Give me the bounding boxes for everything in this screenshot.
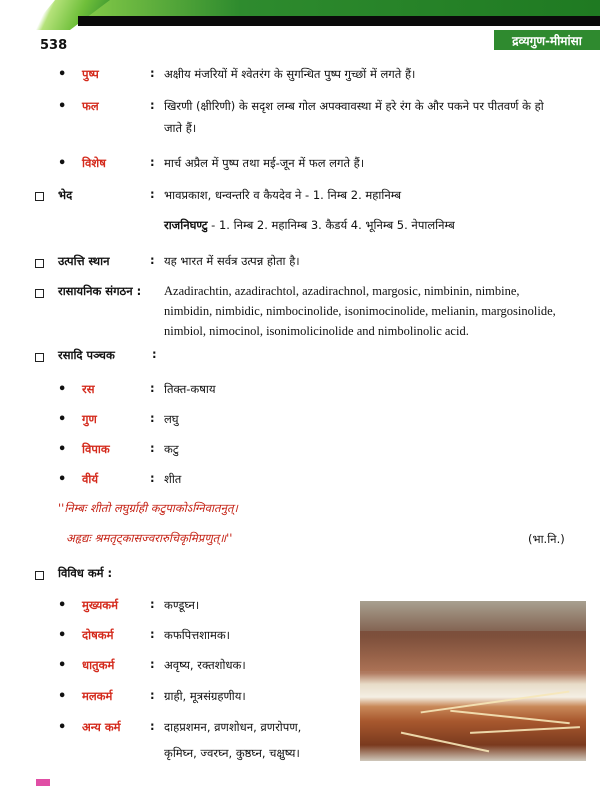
colon: : [150, 66, 155, 80]
origin-text: यह भारत में सर्वत्र उत्पन्न होता है। [164, 254, 300, 268]
colon: : [150, 98, 155, 112]
feature-label-flower: पुष्प [82, 67, 99, 81]
bullet-icon: • [58, 67, 67, 82]
checkbox-square-icon [35, 192, 44, 201]
fiber-strand [450, 710, 570, 725]
feature-label-special: विशेष [82, 156, 106, 170]
header-black-bar [78, 16, 600, 26]
colon: : [150, 411, 155, 425]
section-label-origin: उत्पत्ति स्थान [58, 254, 110, 268]
corner-mark [36, 779, 50, 786]
colon: : [150, 597, 155, 611]
bheda-line2 [164, 217, 455, 234]
colon: : [150, 187, 155, 201]
karma-value-other-cont: कृमिघ्न, ज्वरघ्न, कुष्ठघ्न, चक्षुष्य। [164, 746, 300, 760]
colon: : [152, 347, 157, 361]
feature-text-flower: अक्षीय मंजरियों में श्वेतरंग के सुगन्धित पुष्प गुच्छों में लगते हैं। [164, 67, 416, 81]
section-label-karma: विविध कर्म : [58, 566, 113, 580]
colon: : [150, 688, 155, 702]
rasadi-value-virya: शीत [164, 472, 182, 486]
bullet-icon: • [58, 412, 67, 427]
bullet-icon: • [58, 628, 67, 643]
rasadi-value-rasa: तिक्त-कषाय [164, 382, 216, 396]
book-title: द्रव्यगुण-मीमांसा [494, 30, 600, 50]
section-label-rasadi: रसादि पञ्चक [58, 348, 115, 362]
karma-label-dhatu: धातुकर्म [82, 658, 115, 672]
bark-texture [360, 631, 586, 671]
rasadi-label-rasa: रस [82, 382, 95, 396]
colon: : [150, 381, 155, 395]
verse-line1: ''निम्बः शीतो लघुर्ग्राही कटुपाकोऽग्निवातनुत्। [58, 501, 238, 515]
rasadi-value-guna: लघु [164, 412, 179, 426]
header-band [0, 0, 600, 26]
karma-value-dhatu: अवृष्य, रक्तशोधक। [164, 658, 246, 672]
section-label-chemistry: रासायनिक संगठन : [58, 284, 142, 298]
bullet-icon: • [58, 472, 67, 487]
feature-text-fruit: खिरणी (क्षीरिणी) के सदृश लम्ब गोल अपक्वावस्था में हरे रंग के और पकने पर पीतवर्ण के हो [164, 99, 544, 113]
bullet-icon: • [58, 689, 67, 704]
checkbox-square-icon [35, 353, 44, 362]
fiber-strand [421, 691, 570, 714]
bheda-line1: भावप्रकाश, धन्वन्तरि व कैयदेव ने - 1. निम्ब 2. महानिम्ब [164, 188, 402, 202]
bark-photo [360, 601, 586, 761]
karma-value-dosha: कफपित्तशामक। [164, 628, 231, 642]
bullet-icon: • [58, 156, 67, 171]
karma-value-main: कण्डूघ्न। [164, 598, 200, 612]
karma-value-mala: ग्राही, मूत्रसंग्रहणीय। [164, 689, 246, 703]
karma-label-dosha: दोषकर्म [82, 628, 114, 642]
colon: : [150, 155, 155, 169]
feature-text-special: मार्च अप्रैल में पुष्प तथा मई-जून में फल लगते हैं। [164, 156, 365, 170]
bullet-icon: • [58, 658, 67, 673]
bullet-icon: • [58, 442, 67, 457]
rasadi-label-vipaka: विपाक [82, 442, 110, 456]
verse-line2: अहृद्यः श्रमतृट्कासज्वरारुचिकृमिप्रणुत्॥'' [66, 531, 233, 545]
rasadi-label-virya: वीर्य [82, 472, 99, 486]
bullet-icon: • [58, 598, 67, 613]
colon: : [150, 471, 155, 485]
chemistry-line3: nimbiol, nimocinol, isonimolicinolide and nimbolinolic acid. [164, 324, 469, 338]
rasadi-label-guna: गुण [82, 412, 97, 426]
colon: : [150, 657, 155, 671]
karma-label-other: अन्य कर्म [82, 720, 121, 734]
feature-label-fruit: फल [82, 99, 99, 113]
colon: : [150, 627, 155, 641]
colon: : [150, 253, 155, 267]
verse-source: (भा.नि.) [528, 532, 565, 546]
chemistry-line2: nimbidin, nimbidic, nimbocinolide, isonimocinolide, melianin, margosinolide, [164, 304, 556, 318]
bullet-icon: • [58, 720, 67, 735]
karma-value-other: दाहप्रशमन, व्रणशोधन, व्रणरोपण, [164, 720, 302, 734]
bullet-icon: • [58, 382, 67, 397]
checkbox-square-icon [35, 289, 44, 298]
fiber-strand [470, 726, 580, 734]
bheda-line2-bold: राजनिघण्टु [164, 218, 208, 232]
fiber-strand [401, 732, 489, 753]
feature-text-fruit-cont: जाते हैं। [164, 121, 197, 135]
section-label-bheda: भेद [58, 188, 73, 202]
chemistry-line1: Azadirachtin, azadirachtol, azadirachnol, margosic, nimbinin, nimbine, [164, 284, 520, 298]
checkbox-square-icon [35, 571, 44, 580]
page-number: 538 [40, 38, 68, 53]
bheda-line2-rest: - 1. निम्ब 2. महानिम्ब 3. कैडर्य 4. भूनिम्ब 5. नेपालनिम्ब [207, 218, 455, 232]
karma-label-mala: मलकर्म [82, 689, 113, 703]
karma-label-main: मुख्यकर्म [82, 598, 118, 612]
checkbox-square-icon [35, 259, 44, 268]
colon: : [150, 719, 155, 733]
colon: : [150, 441, 155, 455]
bullet-icon: • [58, 99, 67, 114]
rasadi-value-vipaka: कटु [164, 442, 179, 456]
